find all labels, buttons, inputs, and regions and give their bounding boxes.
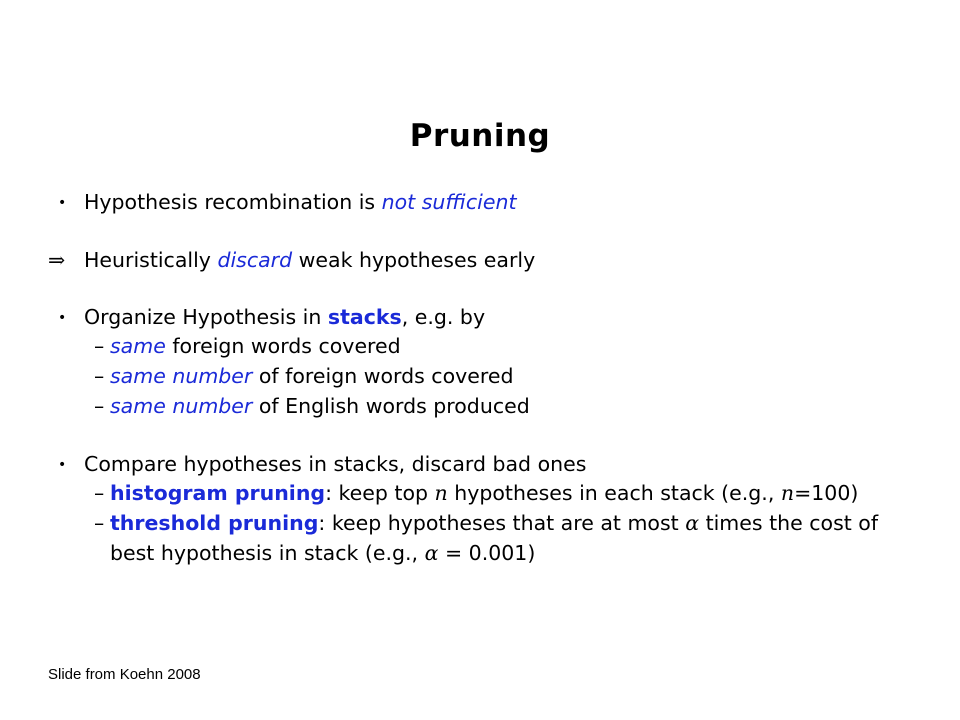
histogram-pruning-term: histogram pruning xyxy=(110,481,326,505)
bullet-3-bold: stacks xyxy=(327,305,402,329)
dash-marker: – xyxy=(94,364,105,388)
bullet-marker: • xyxy=(58,457,67,473)
dash-marker: – xyxy=(94,334,105,358)
threshold-pruning-term: threshold pruning xyxy=(110,511,319,535)
sub-text: : keep top xyxy=(325,481,435,505)
bullet-2-text-pre: Heuristically xyxy=(84,248,218,272)
sub-text: =100) xyxy=(794,481,859,505)
dash-marker: – xyxy=(94,481,105,505)
sub-text: times the cost of xyxy=(699,511,879,535)
bullet-1-text: Hypothesis recombination is xyxy=(84,190,382,214)
sub-emphasis: same xyxy=(110,334,166,358)
math-alpha: α xyxy=(685,511,700,535)
bullet-marker: • xyxy=(58,310,67,326)
sub-text: of foreign words covered xyxy=(252,364,514,388)
sub-text: best hypothesis in stack (e.g., xyxy=(110,541,425,565)
implies-arrow-icon: ⇒ xyxy=(48,248,66,272)
footer-credit: Slide from Koehn 2008 xyxy=(48,666,201,683)
bullet-4-text: Compare hypotheses in stacks, discard bad ones xyxy=(84,452,587,476)
bullet-1-emphasis: not sufficient xyxy=(381,190,517,214)
sub-emphasis: same number xyxy=(110,364,253,388)
sub-text: = 0.001) xyxy=(438,541,536,565)
math-n: n xyxy=(434,481,448,505)
sub-text: of English words produced xyxy=(252,394,530,418)
bullet-2-text-post: weak hypotheses early xyxy=(292,248,536,272)
bullet-marker: • xyxy=(58,195,67,211)
bullet-4-sub-2-cont xyxy=(110,539,535,567)
sub-text: hypotheses in each stack (e.g., xyxy=(447,481,781,505)
bullet-3-text-pre: Organize Hypothesis in xyxy=(84,305,328,329)
slide-title: Pruning xyxy=(409,118,551,154)
bullet-2-emphasis: discard xyxy=(217,248,293,272)
sub-text: : keep hypotheses that are at most xyxy=(318,511,686,535)
dash-marker: – xyxy=(94,511,105,535)
math-alpha: α xyxy=(424,541,439,565)
bullet-3-text-post: , e.g. by xyxy=(401,305,486,329)
sub-text: foreign words covered xyxy=(165,334,401,358)
sub-emphasis: same number xyxy=(110,394,253,418)
math-n: n xyxy=(780,481,795,505)
dash-marker: – xyxy=(94,394,105,418)
